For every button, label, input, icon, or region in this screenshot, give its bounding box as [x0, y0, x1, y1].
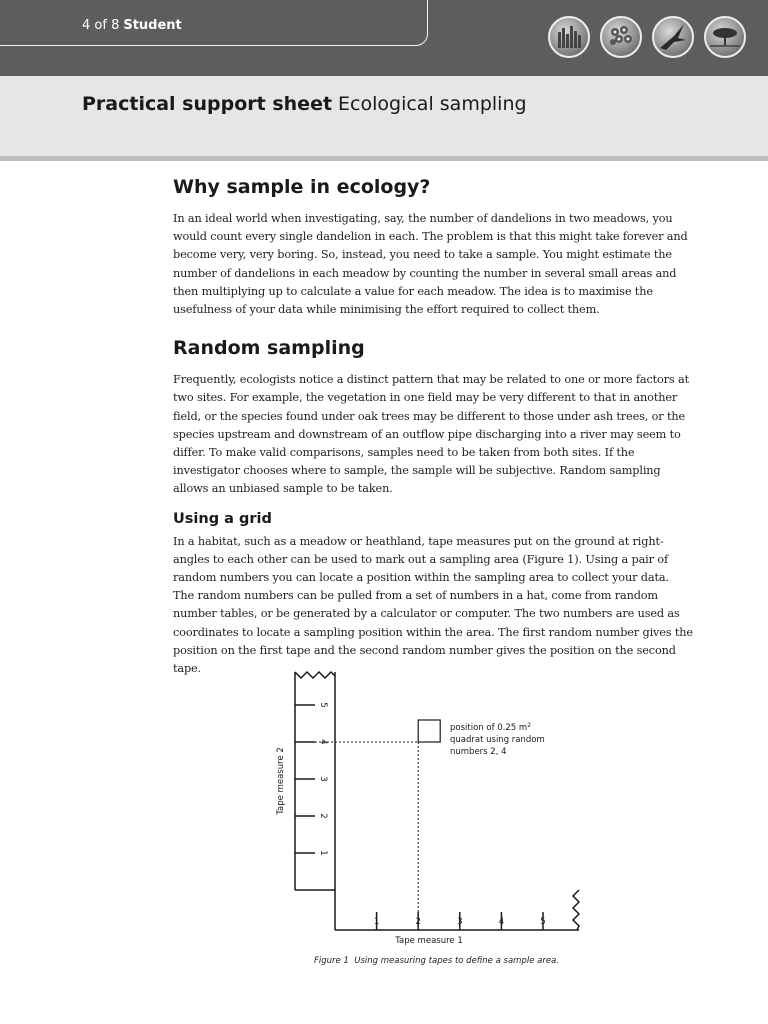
title-subtitle: Ecological sampling: [338, 93, 527, 115]
x-tick-label-1: 1: [373, 917, 380, 927]
title-band: [0, 76, 768, 161]
x-tick-label-5: 5: [540, 917, 546, 927]
y-tick-label-1: 1: [318, 850, 328, 856]
section-heading-why: Why sample in ecology?: [173, 176, 431, 198]
x-axis-label: Tape measure 1: [395, 936, 463, 946]
page-indicator: 4 of 8: [82, 18, 120, 33]
subheading-grid: Using a grid: [173, 510, 272, 527]
main-content: [173, 176, 693, 678]
page-tab-text: [82, 18, 182, 33]
x-tick-label-2: 2: [415, 917, 421, 927]
y-tick-label-3: 3: [318, 776, 328, 782]
figure-1: [265, 660, 595, 970]
page-title: [82, 93, 527, 115]
x-tick-label-4: 4: [498, 917, 505, 927]
header-icons: [548, 16, 746, 58]
figure-caption: [314, 956, 559, 966]
x-tape-break: [573, 890, 579, 930]
annotation-line-3: numbers 2, 4: [450, 747, 507, 757]
annotation-line-2: quadrat using random: [450, 735, 545, 745]
city-icon: [548, 16, 590, 58]
section-heading-random: Random sampling: [173, 337, 365, 360]
dandelion-icon: [600, 16, 642, 58]
tree-icon: [704, 16, 746, 58]
section-body-random: Frequently, ecologists notice a distinct pattern that may be related to one or more factors at two sites. For example, the vegetation in one field may be very different to that in another field, or the species found under oak trees may be different to those under ash trees, or the species upstream and downstream of an outflow pipe discharging into a river may seem to differ. To make valid comparisons, samples need to be taken from both sites. If the investigator chooses where to sample, the sample will be subjective. Random sampling allows an unbiased sample to be taken.: [173, 373, 689, 496]
section-body-why: In an ideal world when investigating, say, the number of dandelions in two meadows, you would count every single dandelion in each. The problem is that this might take forever and become very, very boring. So, instead, you need to take a sample. You might estimate the number of dandelions in each meadow by counting the number in several small areas and then multiplying up to calculate a value for each meadow. The idea is to maximise the usefulness of your data while minimising the effort required to collect them.: [173, 212, 688, 317]
y-tape-break: [295, 672, 335, 678]
quadrat-square: [418, 720, 440, 742]
x-tick-label-3: 3: [457, 917, 463, 927]
caption-text: Using measuring tapes to define a sample area.: [354, 956, 559, 966]
bird-icon: [652, 16, 694, 58]
annotation-line-1: position of 0.25 $m^2$: [450, 722, 532, 733]
audience-label: Student: [123, 18, 182, 33]
header-bar: [0, 0, 768, 76]
y-axis-label: Tape measure 2: [276, 747, 286, 815]
section-body-grid: In a habitat, such as a meadow or heathland, tape measures put on the ground at right-angles to each other can be used to mark out a sampling area (Figure 1). Using a pair of random numbers you can locate a position within the sampling area to collect your data. The random numbers can be pulled from a set of numbers in a hat, come from random number tables, or be generated by a calculator or computer. The two numbers are used as coordinates to locate a sampling position within the area. The first random number gives the position on the first tape and the second random number gives the position on the second tape.: [173, 534, 693, 676]
y-tick-label-4: 4: [318, 739, 328, 745]
page-tab: [0, 0, 428, 46]
y-tick-label-2: 2: [318, 813, 328, 819]
caption-label: Figure 1: [314, 956, 349, 966]
y-tick-label-5: 5: [318, 702, 328, 708]
title-bold: Practical support sheet: [82, 93, 333, 115]
